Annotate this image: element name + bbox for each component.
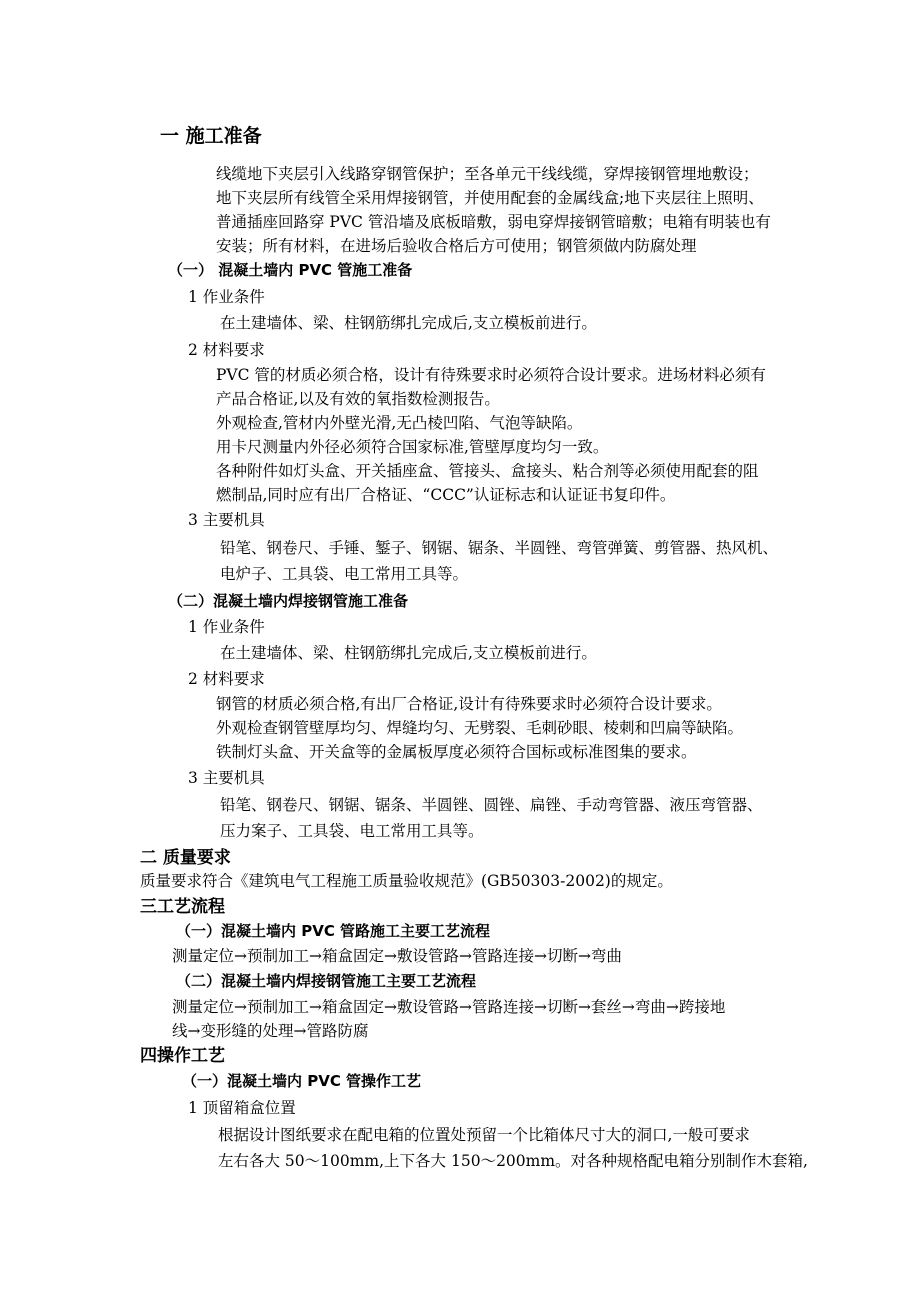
item-label: 3 主要机具: [188, 511, 265, 529]
paragraph-line: PVC 管的材质必须合格，设计有待殊要求时必须符合设计要求。进场材料必须有: [216, 366, 766, 384]
paragraph-line: 根据设计图纸要求在配电箱的位置处预留一个比箱体尺寸大的洞口,一般可要求: [218, 1126, 750, 1144]
section-3-title: 三工艺流程: [140, 897, 225, 917]
item-label: 2 材料要求: [188, 670, 265, 688]
section-4-title: 四操作工艺: [140, 1046, 225, 1066]
paragraph-line: 外观检查钢管壁厚均匀、焊缝均匀、无劈裂、毛刺砂眼、棱刺和凹扁等缺陷。: [216, 719, 744, 737]
paragraph-line: 燃制品,同时应有出厂合格证、“CCC”认证标志和认证证书复印件。: [216, 486, 676, 504]
section-1-title: 一 施工准备: [160, 125, 262, 147]
subsection-1-1-title: （一） 混凝土墙内 PVC 管施工准备: [168, 261, 413, 279]
paragraph-line: 在土建墙体、梁、柱钢筋绑扎完成后,支立模板前进行。: [220, 644, 597, 662]
subsection-4-1-title: （一）混凝土墙内 PVC 管操作工艺: [182, 1072, 422, 1090]
subsection-1-2-title: （二）混凝土墙内焊接钢管施工准备: [168, 592, 409, 610]
paragraph-line: 铅笔、钢卷尺、钢锯、锯条、半圆锉、圆锉、扁锉、手动弯管器、液压弯管器、: [220, 796, 763, 814]
paragraph-line: 压力案子、工具袋、电工常用工具等。: [220, 822, 484, 840]
item-label: 1 顶留箱盒位置: [188, 1099, 296, 1117]
paragraph-line: 在土建墙体、梁、柱钢筋绑扎完成后,支立模板前进行。: [220, 314, 597, 332]
paragraph-line: 铅笔、钢卷尺、手锤、錾子、钢锯、锯条、半圆锉、弯管弹簧、剪管器、热风机、: [220, 539, 779, 557]
process-flow: 线→变形缝的处理→管路防腐: [172, 1022, 369, 1040]
item-label: 3 主要机具: [188, 769, 265, 787]
paragraph-line: 产品合格证,以及有效的氧指数检测报告。: [216, 390, 500, 408]
subsection-3-1-title: （一）混凝土墙内 PVC 管路施工主要工艺流程: [176, 922, 491, 940]
paragraph-line: 外观检查,管材内外壁光滑,无凸棱凹陷、气泡等缺陷。: [216, 414, 583, 432]
paragraph-line: 电炉子、工具袋、电工常用工具等。: [220, 565, 469, 583]
intro-line-3: 普通插座回路穿 PVC 管沿墙及底板暗敷，弱电穿焊接钢管暗敷；电箱有明装也有: [216, 213, 771, 231]
paragraph-line: 用卡尺测量内外径必须符合国家标准,管壁厚度均匀一致。: [216, 438, 609, 456]
process-flow: 测量定位→预制加工→箱盒固定→敷设管路→管路连接→切断→套丝→弯曲→跨接地: [172, 998, 726, 1016]
section-2-title: 二 质量要求: [140, 848, 231, 868]
paragraph-line: 铁制灯头盒、开关盒等的金属板厚度必须符合国标或标准图集的要求。: [216, 743, 697, 761]
subsection-3-2-title: （二）混凝土墙内焊接钢管施工主要工艺流程: [176, 972, 477, 990]
intro-line-4: 安装；所有材料，在进场后验收合格后方可使用；钢管须做内防腐处理: [216, 237, 697, 255]
paragraph-line: 各种附件如灯头盒、开关插座盒、管接头、盒接头、粘合剂等必须使用配套的阻: [216, 462, 759, 480]
process-flow: 测量定位→预制加工→箱盒固定→敷设管路→管路连接→切断→弯曲: [172, 947, 622, 965]
item-label: 2 材料要求: [188, 341, 265, 359]
paragraph-line: 质量要求符合《建筑电气工程施工质量验收规范》(GB50303-2002)的规定。: [140, 872, 673, 890]
intro-line-2: 地下夹层所有线管全采用焊接钢管，并使用配套的金属线盒;地下夹层往上照明、: [216, 189, 764, 207]
paragraph-line: 钢管的材质必须合格,有出厂合格证,设计有待殊要求时必须符合设计要求。: [216, 695, 722, 713]
paragraph-line: 左右各大 50～100mm,上下各大 150～200mm。对各种规格配电箱分别制作木套箱,: [218, 1152, 808, 1170]
item-label: 1 作业条件: [188, 618, 265, 636]
item-label: 1 作业条件: [188, 288, 265, 306]
intro-line-1: 线缆地下夹层引入线路穿钢管保护；至各单元干线线缆，穿焊接钢管埋地敷设；: [216, 165, 759, 183]
